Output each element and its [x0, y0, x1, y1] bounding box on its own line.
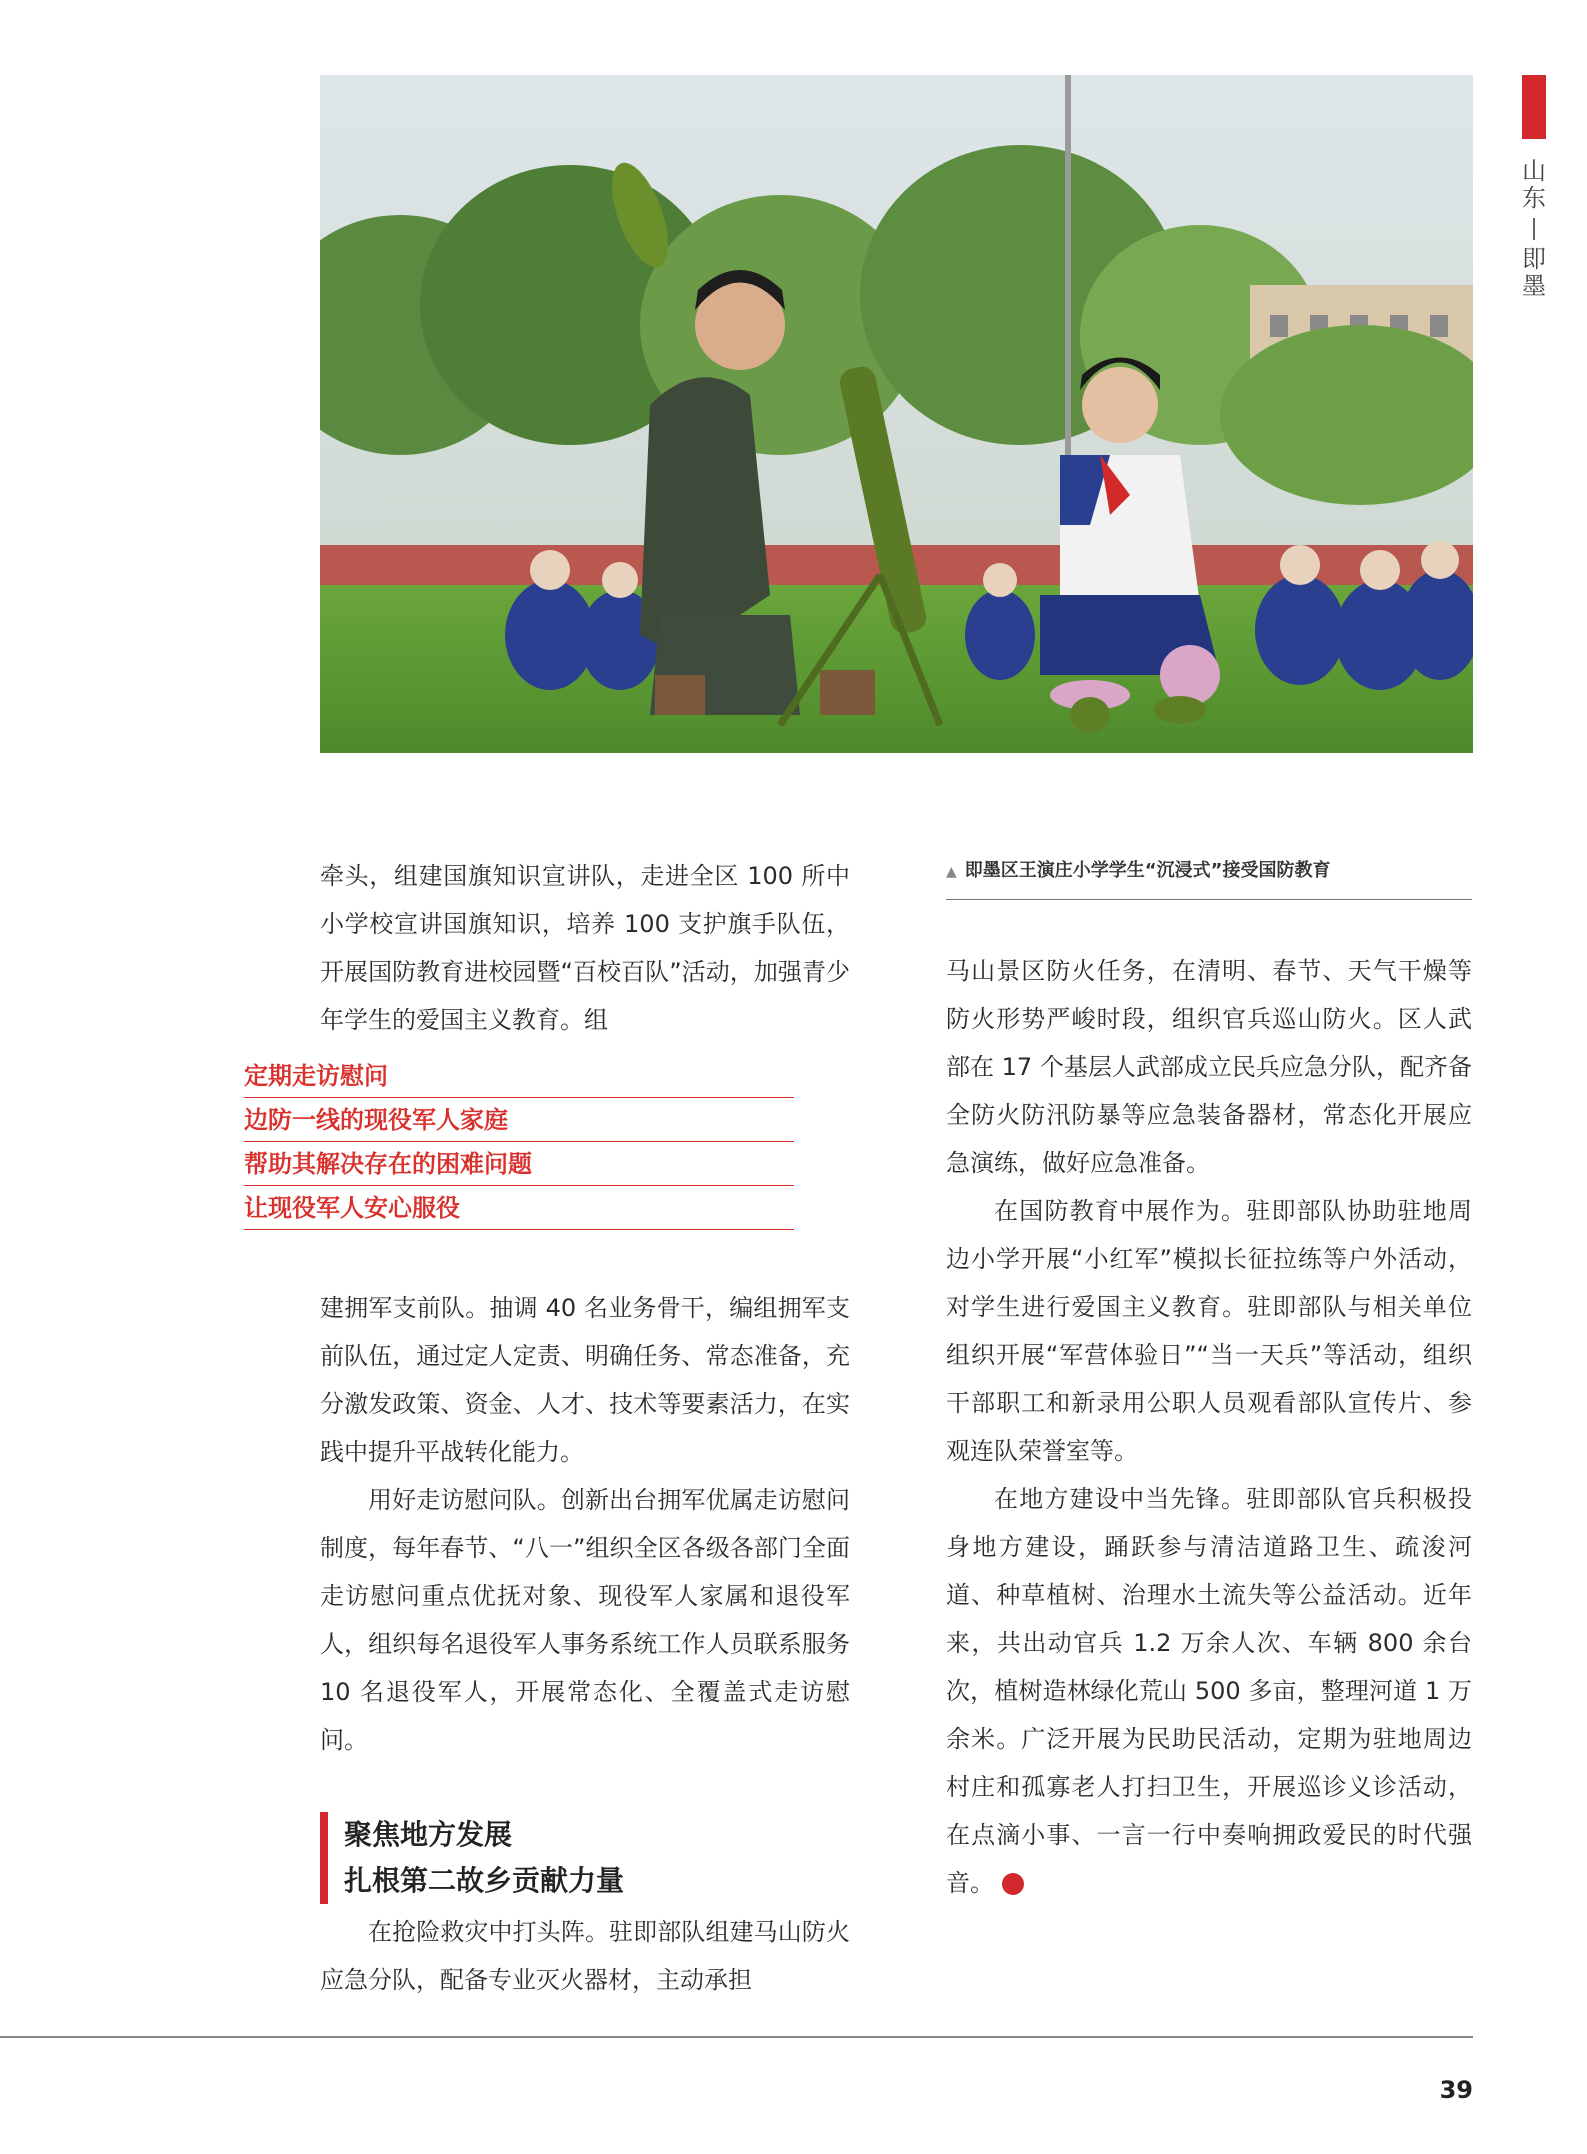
paragraph: [946, 1475, 1472, 1907]
paragraph-text: 在地方建设中当先锋。驻即部队官兵积极投身地方建设，踊跃参与清洁道路卫生、疏浚河道、种草植树、治理水土流失等公益活动。近年来，共出动官兵 1.2 万余人次、车辆 800 余台次，植树造林绿化荒山 500 多亩，整理河道 1 万余米。广泛开展为民助民活动，定期为驻地周边村庄和孤寡老人打扫卫生，开展巡诊义诊活动，在点滴小事、一言一行中奏响拥政爱民的时代强音。: [946, 1485, 1472, 1897]
section-heading-line1: 聚焦地方发展: [344, 1818, 513, 1851]
page-number: 39: [1439, 2076, 1473, 2104]
caption-triangle-icon: ▲: [946, 864, 957, 880]
right-column: [946, 947, 1472, 1907]
end-mark-icon: N: [1002, 1873, 1024, 1895]
section-heading: [320, 1812, 624, 1904]
pull-quote-line: 帮助其解决存在的困难问题: [244, 1144, 794, 1186]
photo-illustration: [320, 75, 1473, 753]
paragraph: 用好走访慰问队。创新出台拥军优属走访慰问制度，每年春节、“八一”组织全区各级各部门全面走访慰问重点优抚对象、现役军人家属和退役军人，组织每名退役军人事务系统工作人员联系服务 10 名退役军人，开展常态化、全覆盖式走访慰问。: [320, 1486, 850, 1754]
paragraph: 马山景区防火任务，在清明、春节、天气干燥等防火形势严峻时段，组织官兵巡山防火。区人武部在 17 个基层人武部成立民兵应急分队，配齐备全防火防汛防暴等应急装备器材，常态化开展应急演练，做好应急准备。: [946, 957, 1472, 1177]
section-heading-line2: 扎根第二故乡贡献力量: [344, 1864, 625, 1897]
side-accent-bar: [1522, 75, 1546, 139]
photo-caption: [946, 856, 1472, 900]
paragraph: 牵头，组建国旗知识宣讲队，走进全区 100 所中小学校宣讲国旗知识，培养 100 支护旗手队伍，开展国防教育进校园暨“百校百队”活动，加强青少年学生的爱国主义教育。组: [320, 862, 850, 1034]
article-photo: [320, 75, 1473, 753]
side-char: 墨: [1522, 272, 1546, 300]
side-divider: [1533, 218, 1535, 240]
side-char: 山: [1522, 157, 1546, 185]
side-region-label: [1518, 158, 1550, 300]
side-char: 即: [1522, 245, 1546, 273]
left-column-top: [320, 852, 850, 1044]
pull-quote: [244, 1056, 794, 1232]
paragraph: 在国防教育中展作为。驻即部队协助驻地周边小学开展“小红军”模拟长征拉练等户外活动，对学生进行爱国主义教育。驻即部队与相关单位组织开展“军营体验日”“当一天兵”等活动，组织干部职工和新录用公职人员观看部队宣传片、参观连队荣誉室等。: [946, 1197, 1472, 1465]
paragraph: 在抢险救灾中打头阵。驻即部队组建马山防火应急分队，配备专业灭火器材，主动承担: [320, 1918, 850, 1994]
pull-quote-line: 边防一线的现役军人家庭: [244, 1100, 794, 1142]
footer-rule: [0, 2036, 1473, 2038]
caption-text: 即墨区王演庄小学学生“沉浸式”接受国防教育: [964, 860, 1331, 881]
pull-quote-line: 让现役军人安心服役: [244, 1188, 794, 1230]
paragraph: 建拥军支前队。抽调 40 名业务骨干，编组拥军支前队伍，通过定人定责、明确任务、常态准备，充分激发政策、资金、人才、技术等要素活力，在实践中提升平战转化能力。: [320, 1294, 850, 1466]
left-column-middle: [320, 1284, 850, 1764]
pull-quote-line: 定期走访慰问: [244, 1056, 794, 1098]
left-column-bottom: [320, 1908, 850, 2004]
side-char: 东: [1522, 184, 1546, 212]
